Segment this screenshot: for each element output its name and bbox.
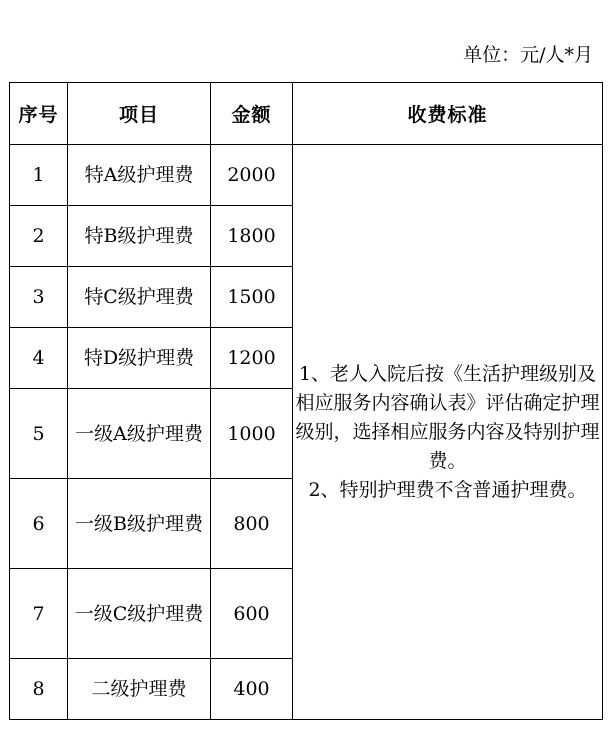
row-seq: 7 [10, 569, 68, 659]
row-seq: 2 [10, 206, 68, 267]
row-amount: 600 [211, 569, 293, 659]
header-item: 项目 [68, 83, 211, 145]
row-seq: 1 [10, 145, 68, 206]
row-item: 特C级护理费 [68, 267, 211, 328]
note-line: 1、老人入院后按《生活护理级别及相应服务内容确认表》评估确定护理级别，选择相应服务内容及特别护理费。 [295, 362, 600, 472]
table-row [10, 145, 603, 206]
unit-label: 单位：元/人*月 [463, 44, 593, 66]
fee-table [9, 82, 603, 720]
row-amount: 1800 [211, 206, 293, 267]
row-amount: 1200 [211, 328, 293, 389]
row-seq: 5 [10, 389, 68, 479]
row-item: 特D级护理费 [68, 328, 211, 389]
table-header-row [10, 83, 603, 145]
note-line: 2、特别护理费不含普通护理费。 [308, 478, 587, 501]
row-amount: 2000 [211, 145, 293, 206]
row-item: 特B级护理费 [68, 206, 211, 267]
row-amount: 400 [211, 659, 293, 720]
row-item: 特A级护理费 [68, 145, 211, 206]
row-amount: 800 [211, 479, 293, 569]
row-item: 一级A级护理费 [68, 389, 211, 479]
row-item: 二级护理费 [68, 659, 211, 720]
row-item: 一级B级护理费 [68, 479, 211, 569]
row-item: 一级C级护理费 [68, 569, 211, 659]
row-seq: 3 [10, 267, 68, 328]
row-amount: 1500 [211, 267, 293, 328]
header-standard: 收费标准 [293, 83, 603, 145]
fee-standard-notes [293, 145, 603, 720]
header-amount: 金额 [211, 83, 293, 145]
row-seq: 8 [10, 659, 68, 720]
header-seq: 序号 [10, 83, 68, 145]
row-seq: 6 [10, 479, 68, 569]
row-amount: 1000 [211, 389, 293, 479]
row-seq: 4 [10, 328, 68, 389]
